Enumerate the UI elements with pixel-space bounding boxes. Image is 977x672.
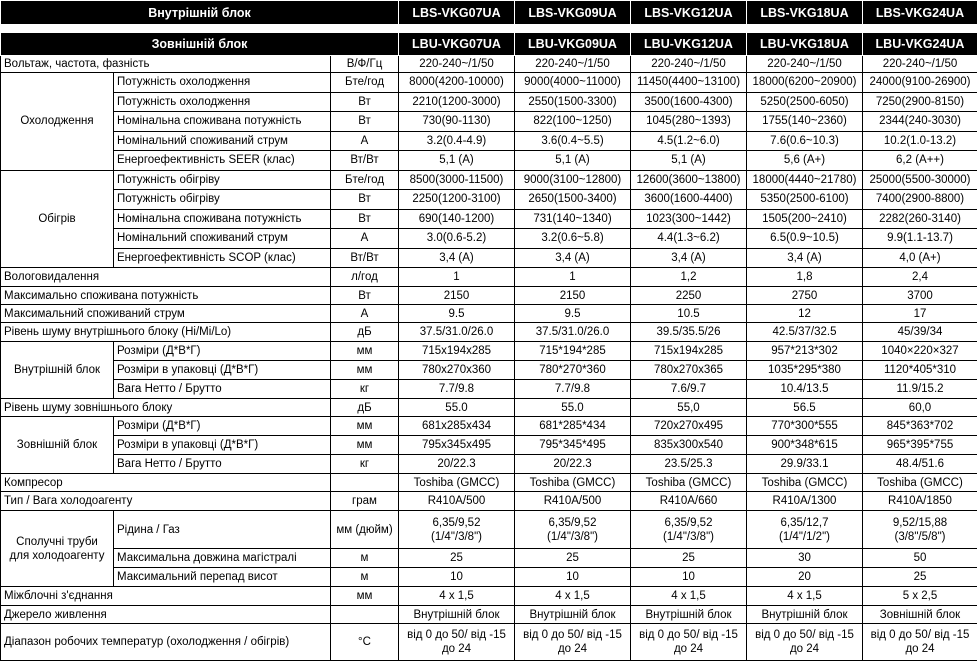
unit-cell: дБ <box>331 323 399 342</box>
value-cell: 25000(5500-30000) <box>863 170 977 190</box>
unit-cell: м <box>331 568 399 587</box>
unit-cell: Вт/Вт <box>331 151 399 171</box>
row-outdoor_unit-2 <box>1 455 977 474</box>
value-cell: 1,8 <box>747 268 863 287</box>
value-cell: 56.5 <box>747 399 863 417</box>
value-cell: 18000(6200~20900) <box>747 73 863 93</box>
unit-cell: м <box>331 549 399 568</box>
value-cell <box>631 511 747 549</box>
value-cell: 5250(2500-6050) <box>747 92 863 112</box>
row-indoor_unit-1 <box>1 361 977 380</box>
value-cell: 835x300x540 <box>631 436 747 455</box>
value-cell: 965*395*755 <box>863 436 977 455</box>
param-label: Вага Нетто / Брутто <box>114 455 331 474</box>
param-label: Потужність обігріву <box>114 190 331 210</box>
unit-cell: А <box>331 131 399 151</box>
unit-cell: мм <box>331 436 399 455</box>
param-label: Потужність обігріву <box>114 170 331 190</box>
param-label: Діапазон робочих температур (охолодження / обігрів) <box>1 624 331 661</box>
value-cell: 5,1 (A) <box>399 151 515 171</box>
value-cell: 4.4(1.3~6.2) <box>631 229 747 249</box>
outdoor-unit-header: Зовнішній блок <box>1 33 399 56</box>
value-cell: 2250 <box>631 287 747 305</box>
value-cell: 2550(1500-3300) <box>515 92 631 112</box>
param-label: Потужність охолодження <box>114 92 331 112</box>
unit-cell <box>331 606 399 624</box>
value-line-2: (3/8"/5/8") <box>894 530 946 543</box>
value-cell: 12 <box>747 305 863 323</box>
value-cell: 29.9/33.1 <box>747 455 863 474</box>
header-outdoor-row <box>1 33 977 56</box>
value-line-2: до 24 <box>789 643 820 655</box>
unit-cell: А <box>331 305 399 323</box>
value-cell: 845*363*702 <box>863 417 977 436</box>
unit-cell: Бте/год <box>331 170 399 190</box>
value-cell: 10 <box>515 568 631 587</box>
value-cell: 2210(1200-3000) <box>399 92 515 112</box>
unit-cell: грам <box>331 492 399 511</box>
value-cell: Toshiba (GMCC) <box>863 474 977 492</box>
value-cell: 25 <box>863 568 977 587</box>
unit-cell: А <box>331 229 399 249</box>
unit-cell: Вт <box>331 287 399 305</box>
value-cell: Внутрішній блок <box>747 606 863 624</box>
group-label: Внутрішній блок <box>1 342 114 399</box>
param-label: Вольтаж, частота, фазність <box>1 56 331 73</box>
value-cell: 10.4/13.5 <box>747 380 863 399</box>
unit-cell: л/год <box>331 268 399 287</box>
value-cell: 2282(260-3140) <box>863 209 977 229</box>
value-cell: 7400(2900-8800) <box>863 190 977 210</box>
indoor-model-header: LBS-VKG07UA <box>399 1 515 25</box>
value-cell: 731(140~1340) <box>515 209 631 229</box>
row-compressor <box>1 474 977 492</box>
indoor-model-header: LBS-VKG18UA <box>747 1 863 25</box>
value-cell: 20/22.3 <box>399 455 515 474</box>
param-label: Номінальна споживана потужність <box>114 112 331 132</box>
value-line-2: до 24 <box>905 643 935 655</box>
indoor-model-header: LBS-VKG24UA <box>863 1 977 25</box>
param-label: Номінальна споживана потужність <box>114 209 331 229</box>
row-temp-range <box>1 624 977 661</box>
value-cell: 1755(140~2360) <box>747 112 863 132</box>
value-cell: 10 <box>631 568 747 587</box>
row-cooling-2 <box>1 112 977 132</box>
row-cooling-1 <box>1 92 977 112</box>
value-cell: 780*270*360 <box>515 361 631 380</box>
value-cell: 715x194x285 <box>399 342 515 361</box>
value-cell: 9000(4000~11000) <box>515 73 631 93</box>
value-cell: 3.2(0.4-4.9) <box>399 131 515 151</box>
value-cell: 2150 <box>515 287 631 305</box>
value-line-1: від 0 до 50/ від -15 <box>870 629 970 641</box>
unit-cell: мм <box>331 342 399 361</box>
value-cell: 795x345x495 <box>399 436 515 455</box>
value-cell: 7.6/9.7 <box>631 380 747 399</box>
row-cooling-4 <box>1 151 977 171</box>
value-cell: 37.5/31.0/26.0 <box>515 323 631 342</box>
row-pipes-1 <box>1 549 977 568</box>
unit-cell: Вт <box>331 190 399 210</box>
value-cell: 55.0 <box>399 399 515 417</box>
value-cell: 681*285*434 <box>515 417 631 436</box>
value-cell: R410A/1300 <box>747 492 863 511</box>
value-cell: 3600(1600-4400) <box>631 190 747 210</box>
group-label <box>1 511 114 587</box>
value-cell: 39.5/35.5/26 <box>631 323 747 342</box>
value-line-1: від 0 до 50/ від -15 <box>755 629 854 641</box>
value-cell: 681x285x434 <box>399 417 515 436</box>
row-outdoor_noise <box>1 399 977 417</box>
row-pipes-2 <box>1 568 977 587</box>
value-cell: 690(140-1200) <box>399 209 515 229</box>
row-cooling-0 <box>1 73 977 93</box>
value-cell: 25 <box>515 549 631 568</box>
value-cell: 4 x 1,5 <box>399 587 515 606</box>
value-cell: 55.0 <box>515 399 631 417</box>
indoor-model-header: LBS-VKG12UA <box>631 1 747 25</box>
value-cell: 730(90-1130) <box>399 112 515 132</box>
value-line-2: (1/4"/3/8") <box>547 530 598 543</box>
value-cell <box>863 511 977 549</box>
value-cell: 30 <box>747 549 863 568</box>
value-cell: 42.5/37/32.5 <box>747 323 863 342</box>
value-cell: 795*345*495 <box>515 436 631 455</box>
value-cell: 1 <box>515 268 631 287</box>
indoor-unit-header: Внутрішній блок <box>1 1 399 25</box>
value-line-2: (1/4"/1/2") <box>779 530 830 543</box>
value-line-2: (1/4"/3/8") <box>431 530 482 543</box>
value-cell: 220-240~/1/50 <box>863 56 977 73</box>
value-cell: 3.0(0.6-5.2) <box>399 229 515 249</box>
value-cell <box>399 624 515 661</box>
param-label: Компресор <box>1 474 331 492</box>
value-cell: 7.7/9.8 <box>515 380 631 399</box>
value-cell: 780x270x360 <box>399 361 515 380</box>
value-cell: 7.6(0.6~10.3) <box>747 131 863 151</box>
row-cooling-3 <box>1 131 977 151</box>
value-cell: 1,2 <box>631 268 747 287</box>
value-line-2: до 24 <box>557 643 588 655</box>
indoor-model-header: LBS-VKG09UA <box>515 1 631 25</box>
param-label: Максимальний споживаний струм <box>1 305 331 323</box>
value-cell: 4.5(1.2~6.0) <box>631 131 747 151</box>
value-cell: 1120*405*310 <box>863 361 977 380</box>
value-cell: 6.5(0.9~10.5) <box>747 229 863 249</box>
value-line-1: від 0 до 50/ від -15 <box>523 629 622 641</box>
value-cell: 55,0 <box>631 399 747 417</box>
value-cell: Toshiba (GMCC) <box>515 474 631 492</box>
param-label: Потужність охолодження <box>114 73 331 93</box>
row-heating-1 <box>1 190 977 210</box>
value-cell: R410A/500 <box>515 492 631 511</box>
value-line-2: до 24 <box>441 643 472 655</box>
value-cell: 715x194x285 <box>631 342 747 361</box>
param-label: Вологовидалення <box>1 268 331 287</box>
unit-cell: мм <box>331 361 399 380</box>
value-cell: 3,4 (A) <box>631 248 747 268</box>
group-label: Зовнішній блок <box>1 417 114 474</box>
value-line-1: від 0 до 50/ від -15 <box>639 629 738 641</box>
value-cell: 3,4 (A) <box>399 248 515 268</box>
value-cell: 10.2(1.0-13.2) <box>863 131 977 151</box>
row-outdoor_unit-0 <box>1 417 977 436</box>
value-cell: 4,0 (A+) <box>863 248 977 268</box>
row-outdoor_unit-1 <box>1 436 977 455</box>
unit-cell: °C <box>331 624 399 661</box>
row-indoor_unit-2 <box>1 380 977 399</box>
value-cell <box>515 624 631 661</box>
value-cell: 7.7/9.8 <box>399 380 515 399</box>
value-cell: 5350(2500-6100) <box>747 190 863 210</box>
param-label: Максимальний перепад висот <box>114 568 331 587</box>
value-cell: Toshiba (GMCC) <box>399 474 515 492</box>
value-cell: 220-240~/1/50 <box>399 56 515 73</box>
value-cell: 9.5 <box>515 305 631 323</box>
row-indoor_unit-0 <box>1 342 977 361</box>
value-cell: 3,4 (A) <box>747 248 863 268</box>
unit-cell: мм <box>331 587 399 606</box>
unit-cell: кг <box>331 455 399 474</box>
row-heating-3 <box>1 229 977 249</box>
value-cell: 4 x 1,5 <box>631 587 747 606</box>
unit-cell: мм (дюйм) <box>331 511 399 549</box>
outdoor-model-header: LBU-VKG09UA <box>515 33 631 56</box>
value-cell: 4 x 1,5 <box>515 587 631 606</box>
value-cell: 45/39/34 <box>863 323 977 342</box>
row-max_current <box>1 305 977 323</box>
value-cell: 50 <box>863 549 977 568</box>
value-cell <box>399 511 515 549</box>
group-label-line-1: Сполучні труби <box>16 535 98 548</box>
outdoor-model-header: LBU-VKG12UA <box>631 33 747 56</box>
value-cell: 10 <box>399 568 515 587</box>
value-cell: 6,2 (A++) <box>863 151 977 171</box>
value-cell: 10.5 <box>631 305 747 323</box>
value-cell: 11.9/15.2 <box>863 380 977 399</box>
value-cell: 3700 <box>863 287 977 305</box>
unit-cell: Вт/Вт <box>331 248 399 268</box>
value-cell: 9.5 <box>399 305 515 323</box>
unit-cell: Вт <box>331 92 399 112</box>
value-cell: 220-240~/1/50 <box>747 56 863 73</box>
row-pipes-0 <box>1 511 977 549</box>
value-cell: 5 x 2,5 <box>863 587 977 606</box>
value-cell: 5,1 (A) <box>631 151 747 171</box>
value-cell: 2,4 <box>863 268 977 287</box>
row-power_source <box>1 606 977 624</box>
param-label: Максимально споживана потужність <box>1 287 331 305</box>
row-heating-4 <box>1 248 977 268</box>
value-cell: Зовнішній блок <box>863 606 977 624</box>
header-indoor-row <box>1 1 977 25</box>
header-gap-cell <box>1 25 977 33</box>
value-cell: 11450(4400~13100) <box>631 73 747 93</box>
value-cell: 25 <box>399 549 515 568</box>
value-cell: 770*300*555 <box>747 417 863 436</box>
value-cell <box>863 624 977 661</box>
value-cell: 720x270x495 <box>631 417 747 436</box>
unit-cell: Вт <box>331 209 399 229</box>
value-cell: 20/22.3 <box>515 455 631 474</box>
value-cell <box>747 624 863 661</box>
value-cell: 9.9(1.1-13.7) <box>863 229 977 249</box>
value-cell <box>747 511 863 549</box>
unit-cell: кг <box>331 380 399 399</box>
param-label: Енергоефективність SCOP (клас) <box>114 248 331 268</box>
param-label: Тип / Вага холодоагенту <box>1 492 331 511</box>
value-line-2: (1/4"/3/8") <box>663 530 714 543</box>
value-line-2: до 24 <box>673 643 704 655</box>
value-cell: Toshiba (GMCC) <box>631 474 747 492</box>
param-label: Рівень шуму зовнішнього блоку <box>1 399 331 417</box>
value-line-1: 9,52/15,88 <box>892 516 948 529</box>
value-cell: 60,0 <box>863 399 977 417</box>
group-label-line-2: для холодоагенту <box>9 549 105 562</box>
value-cell: 4 x 1,5 <box>747 587 863 606</box>
param-label: Максимальна довжина магістралі <box>114 549 331 568</box>
param-label: Розміри в упаковці (Д*В*Г) <box>114 436 331 455</box>
value-line-1: 6,35/9,52 <box>664 516 713 529</box>
unit-cell: Вт <box>331 112 399 132</box>
value-cell: 715*194*285 <box>515 342 631 361</box>
value-cell: 220-240~/1/50 <box>631 56 747 73</box>
value-cell: 8500(3000-11500) <box>399 170 515 190</box>
row-indoor_noise <box>1 323 977 342</box>
value-cell: 8000(4200-10000) <box>399 73 515 93</box>
value-cell: 900*348*615 <box>747 436 863 455</box>
value-cell: 822(100~1250) <box>515 112 631 132</box>
row-voltage <box>1 56 977 73</box>
value-cell: 2250(1200-3100) <box>399 190 515 210</box>
param-label: Міжблочні з'єднання <box>1 587 331 606</box>
param-label: Рідина / Газ <box>114 511 331 549</box>
param-label: Вага Нетто / Брутто <box>114 380 331 399</box>
param-label: Джерело живлення <box>1 606 331 624</box>
value-cell: Внутрішній блок <box>399 606 515 624</box>
value-cell: 5,6 (A+) <box>747 151 863 171</box>
value-cell: 1045(280~1393) <box>631 112 747 132</box>
param-label: Рівень шуму внутрішнього блоку (Hi/Mi/Lo) <box>1 323 331 342</box>
value-cell: Toshiba (GMCC) <box>747 474 863 492</box>
value-cell: 1505(200~2410) <box>747 209 863 229</box>
value-cell: 24000(9100-26900) <box>863 73 977 93</box>
row-dehumid <box>1 268 977 287</box>
value-cell: 3500(1600-4300) <box>631 92 747 112</box>
outdoor-model-header: LBU-VKG24UA <box>863 33 977 56</box>
value-cell: 12600(3600~13800) <box>631 170 747 190</box>
group-label: Охолодження <box>1 73 114 171</box>
value-line-1: 6,35/9,52 <box>548 516 597 529</box>
outdoor-model-header: LBU-VKG07UA <box>399 33 515 56</box>
value-cell <box>631 624 747 661</box>
value-cell: 3.6(0.4~5.5) <box>515 131 631 151</box>
value-cell: Внутрішній блок <box>631 606 747 624</box>
header-gap <box>1 25 977 33</box>
row-interconnect <box>1 587 977 606</box>
param-label: Номінальний споживаний струм <box>114 229 331 249</box>
row-heating-2 <box>1 209 977 229</box>
value-cell: 37.5/31.0/26.0 <box>399 323 515 342</box>
value-cell: 220-240~/1/50 <box>515 56 631 73</box>
param-label: Номінальний споживаний струм <box>114 131 331 151</box>
value-cell: 48.4/51.6 <box>863 455 977 474</box>
value-cell: 7250(2900-8150) <box>863 92 977 112</box>
value-cell: 2344(240-3030) <box>863 112 977 132</box>
value-cell <box>515 511 631 549</box>
value-cell: 1035*295*380 <box>747 361 863 380</box>
value-cell: 3,4 (A) <box>515 248 631 268</box>
value-cell: 2150 <box>399 287 515 305</box>
value-cell: 20 <box>747 568 863 587</box>
row-heating-0 <box>1 170 977 190</box>
value-cell: 23.5/25.3 <box>631 455 747 474</box>
unit-cell: дБ <box>331 399 399 417</box>
row-refrigerant <box>1 492 977 511</box>
value-cell: Внутрішній блок <box>515 606 631 624</box>
unit-cell <box>331 474 399 492</box>
value-cell: 17 <box>863 305 977 323</box>
value-cell: 25 <box>631 549 747 568</box>
unit-cell: Бте/год <box>331 73 399 93</box>
group-label: Обігрів <box>1 170 114 268</box>
param-label: Розміри в упаковці (Д*В*Г) <box>114 361 331 380</box>
unit-cell: мм <box>331 417 399 436</box>
param-label: Розміри (Д*В*Г) <box>114 417 331 436</box>
value-cell: R410A/660 <box>631 492 747 511</box>
value-cell: 957*213*302 <box>747 342 863 361</box>
value-cell: 9000(3100~12800) <box>515 170 631 190</box>
value-line-1: від 0 до 50/ від -15 <box>407 629 506 641</box>
value-cell: R410A/1850 <box>863 492 977 511</box>
unit-cell: В/Ф/Гц <box>331 56 399 73</box>
outdoor-model-header: LBU-VKG18UA <box>747 33 863 56</box>
value-cell: 1040×220×327 <box>863 342 977 361</box>
value-cell: 780x270x365 <box>631 361 747 380</box>
row-max_power <box>1 287 977 305</box>
param-label: Розміри (Д*В*Г) <box>114 342 331 361</box>
value-line-1: 6,35/9,52 <box>432 516 481 529</box>
value-cell: 1023(300~1442) <box>631 209 747 229</box>
value-cell: 3.2(0.6~5.8) <box>515 229 631 249</box>
value-cell: R410A/500 <box>399 492 515 511</box>
value-line-1: 6,35/12,7 <box>780 516 829 529</box>
param-label: Енергоефективність SEER (клас) <box>114 151 331 171</box>
value-cell: 18000(4440~21780) <box>747 170 863 190</box>
value-cell: 5,1 (A) <box>515 151 631 171</box>
value-cell: 2650(1500-3400) <box>515 190 631 210</box>
value-cell: 1 <box>399 268 515 287</box>
value-cell: 2750 <box>747 287 863 305</box>
